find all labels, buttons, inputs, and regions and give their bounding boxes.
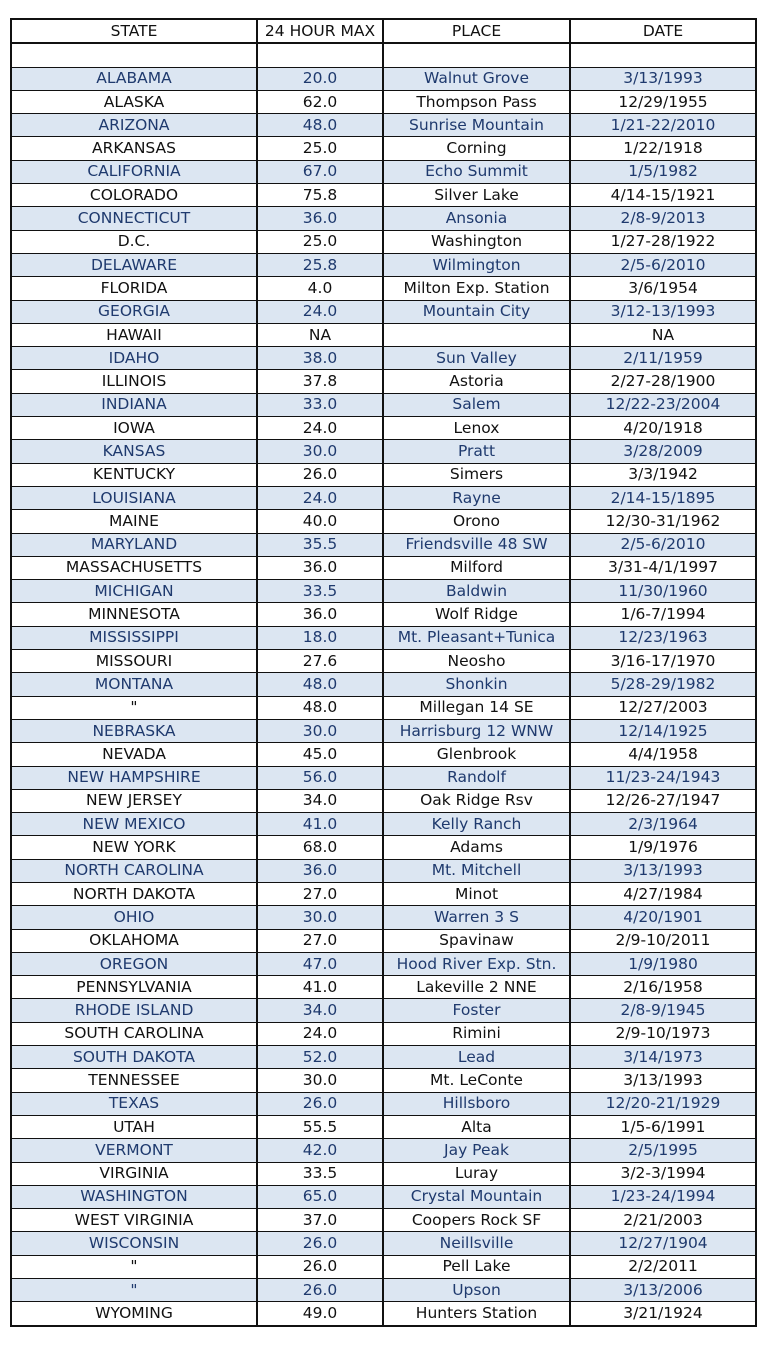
max-cell: 45.0	[257, 743, 383, 766]
max-cell: 55.5	[257, 1115, 383, 1138]
place-cell: Sunrise Mountain	[383, 114, 570, 137]
state-cell: COLORADO	[11, 184, 257, 207]
date-cell: 12/14/1925	[570, 719, 756, 742]
state-cell: OHIO	[11, 906, 257, 929]
place-cell: Rayne	[383, 486, 570, 509]
date-cell: 2/27-28/1900	[570, 370, 756, 393]
place-cell: Oak Ridge Rsv	[383, 789, 570, 812]
state-cell: UTAH	[11, 1115, 257, 1138]
table-row	[11, 463, 756, 486]
place-cell: Salem	[383, 393, 570, 416]
date-cell: 2/14-15/1895	[570, 486, 756, 509]
state-cell: WISCONSIN	[11, 1232, 257, 1255]
max-cell: 56.0	[257, 766, 383, 789]
place-cell	[383, 43, 570, 67]
date-cell: 12/22-23/2004	[570, 393, 756, 416]
max-cell: 25.8	[257, 253, 383, 276]
max-cell: 67.0	[257, 160, 383, 183]
date-cell: 1/22/1918	[570, 137, 756, 160]
table-row	[11, 1069, 756, 1092]
table-row	[11, 882, 756, 905]
date-cell: 3/28/2009	[570, 440, 756, 463]
max-cell: 38.0	[257, 347, 383, 370]
max-cell: 30.0	[257, 719, 383, 742]
place-cell: Hunters Station	[383, 1302, 570, 1326]
date-cell: 2/21/2003	[570, 1209, 756, 1232]
date-cell: 3/21/1924	[570, 1302, 756, 1326]
place-cell: Hillsboro	[383, 1092, 570, 1115]
table-row	[11, 67, 756, 90]
max-cell: 34.0	[257, 999, 383, 1022]
place-cell: Mountain City	[383, 300, 570, 323]
date-cell: 3/13/1993	[570, 67, 756, 90]
state-cell: IDAHO	[11, 347, 257, 370]
table-row	[11, 836, 756, 859]
header-row	[11, 19, 756, 43]
place-cell: Baldwin	[383, 580, 570, 603]
state-cell: SOUTH DAKOTA	[11, 1046, 257, 1069]
place-cell: Millegan 14 SE	[383, 696, 570, 719]
date-cell: 3/16-17/1970	[570, 650, 756, 673]
place-cell: Upson	[383, 1279, 570, 1302]
state-cell: MISSISSIPPI	[11, 626, 257, 649]
max-cell: 42.0	[257, 1139, 383, 1162]
state-cell: KANSAS	[11, 440, 257, 463]
max-cell: 36.0	[257, 207, 383, 230]
place-cell: Hood River Exp. Stn.	[383, 952, 570, 975]
state-cell: CALIFORNIA	[11, 160, 257, 183]
table-row	[11, 952, 756, 975]
place-cell: Wolf Ridge	[383, 603, 570, 626]
table-row	[11, 859, 756, 882]
date-cell: 3/14/1973	[570, 1046, 756, 1069]
place-cell: Mt. Mitchell	[383, 859, 570, 882]
table-row	[11, 556, 756, 579]
table-row	[11, 1162, 756, 1185]
state-cell: RHODE ISLAND	[11, 999, 257, 1022]
state-cell: TEXAS	[11, 1092, 257, 1115]
state-cell: INDIANA	[11, 393, 257, 416]
place-cell: Milton Exp. Station	[383, 277, 570, 300]
max-cell: 40.0	[257, 510, 383, 533]
max-cell: 24.0	[257, 300, 383, 323]
place-cell: Corning	[383, 137, 570, 160]
max-cell: 68.0	[257, 836, 383, 859]
table-row	[11, 696, 756, 719]
place-cell: Echo Summit	[383, 160, 570, 183]
max-cell: NA	[257, 323, 383, 346]
state-cell: OREGON	[11, 952, 257, 975]
place-cell: Adams	[383, 836, 570, 859]
table-row	[11, 1022, 756, 1045]
table-row	[11, 137, 756, 160]
date-cell: 2/3/1964	[570, 813, 756, 836]
table-row	[11, 766, 756, 789]
place-cell: Lakeville 2 NNE	[383, 976, 570, 999]
max-cell	[257, 43, 383, 67]
date-cell: 1/9/1976	[570, 836, 756, 859]
max-cell: 52.0	[257, 1046, 383, 1069]
state-cell: "	[11, 696, 257, 719]
state-cell: NEW YORK	[11, 836, 257, 859]
date-cell: 3/13/2006	[570, 1279, 756, 1302]
state-cell: HAWAII	[11, 323, 257, 346]
date-cell: 2/9-10/2011	[570, 929, 756, 952]
place-cell: Pratt	[383, 440, 570, 463]
table-row	[11, 813, 756, 836]
table-row	[11, 160, 756, 183]
table-row	[11, 230, 756, 253]
date-cell: 2/8-9/1945	[570, 999, 756, 1022]
place-cell: Mt. LeConte	[383, 1069, 570, 1092]
table-row	[11, 43, 756, 67]
place-cell: Luray	[383, 1162, 570, 1185]
date-cell: 1/9/1980	[570, 952, 756, 975]
state-cell: MICHIGAN	[11, 580, 257, 603]
state-cell: WYOMING	[11, 1302, 257, 1326]
place-cell: Friendsville 48 SW	[383, 533, 570, 556]
place-cell: Neillsville	[383, 1232, 570, 1255]
date-cell: NA	[570, 323, 756, 346]
state-cell: SOUTH CAROLINA	[11, 1022, 257, 1045]
table-row	[11, 1302, 756, 1326]
state-cell: MONTANA	[11, 673, 257, 696]
max-cell: 24.0	[257, 486, 383, 509]
place-cell: Alta	[383, 1115, 570, 1138]
table-header	[11, 19, 756, 43]
max-cell: 26.0	[257, 1255, 383, 1278]
table-row	[11, 486, 756, 509]
state-cell: VERMONT	[11, 1139, 257, 1162]
date-cell: 2/5/1995	[570, 1139, 756, 1162]
max-cell: 27.0	[257, 882, 383, 905]
state-cell: D.C.	[11, 230, 257, 253]
max-cell: 37.0	[257, 1209, 383, 1232]
date-cell: 2/5-6/2010	[570, 253, 756, 276]
max-cell: 27.6	[257, 650, 383, 673]
date-cell: 3/2-3/1994	[570, 1162, 756, 1185]
max-cell: 41.0	[257, 813, 383, 836]
max-cell: 24.0	[257, 1022, 383, 1045]
header-date: DATE	[570, 19, 756, 43]
date-cell: 1/21-22/2010	[570, 114, 756, 137]
table-row	[11, 347, 756, 370]
max-cell: 18.0	[257, 626, 383, 649]
place-cell: Mt. Pleasant+Tunica	[383, 626, 570, 649]
max-cell: 65.0	[257, 1185, 383, 1208]
place-cell: Lead	[383, 1046, 570, 1069]
state-cell: MAINE	[11, 510, 257, 533]
date-cell: 2/9-10/1973	[570, 1022, 756, 1045]
date-cell: 2/8-9/2013	[570, 207, 756, 230]
date-cell: 12/27/2003	[570, 696, 756, 719]
state-cell: WEST VIRGINIA	[11, 1209, 257, 1232]
date-cell: 3/12-13/1993	[570, 300, 756, 323]
max-cell: 41.0	[257, 976, 383, 999]
table-row	[11, 1209, 756, 1232]
state-cell: ALABAMA	[11, 67, 257, 90]
max-cell: 26.0	[257, 463, 383, 486]
state-cell: ARKANSAS	[11, 137, 257, 160]
table-row	[11, 440, 756, 463]
table-row	[11, 533, 756, 556]
place-cell: Pell Lake	[383, 1255, 570, 1278]
header-state: STATE	[11, 19, 257, 43]
table-row	[11, 277, 756, 300]
state-cell: NEBRASKA	[11, 719, 257, 742]
date-cell: 11/30/1960	[570, 580, 756, 603]
place-cell: Astoria	[383, 370, 570, 393]
place-cell: Kelly Ranch	[383, 813, 570, 836]
table-row	[11, 976, 756, 999]
table-body	[11, 43, 756, 1325]
max-cell: 36.0	[257, 859, 383, 882]
date-cell: 5/28-29/1982	[570, 673, 756, 696]
max-cell: 30.0	[257, 906, 383, 929]
table-row	[11, 789, 756, 812]
max-cell: 20.0	[257, 67, 383, 90]
max-cell: 33.0	[257, 393, 383, 416]
max-cell: 33.5	[257, 1162, 383, 1185]
max-cell: 33.5	[257, 580, 383, 603]
max-cell: 47.0	[257, 952, 383, 975]
date-cell: 1/5-6/1991	[570, 1115, 756, 1138]
date-cell: 3/3/1942	[570, 463, 756, 486]
max-cell: 49.0	[257, 1302, 383, 1326]
state-cell: NEVADA	[11, 743, 257, 766]
place-cell: Rimini	[383, 1022, 570, 1045]
date-cell: 2/11/1959	[570, 347, 756, 370]
table-row	[11, 207, 756, 230]
place-cell: Shonkin	[383, 673, 570, 696]
state-cell: NORTH CAROLINA	[11, 859, 257, 882]
max-cell: 48.0	[257, 696, 383, 719]
date-cell	[570, 43, 756, 67]
state-cell: "	[11, 1279, 257, 1302]
table-row	[11, 1092, 756, 1115]
table-row	[11, 370, 756, 393]
max-cell: 26.0	[257, 1279, 383, 1302]
max-cell: 4.0	[257, 277, 383, 300]
max-cell: 27.0	[257, 929, 383, 952]
max-cell: 26.0	[257, 1092, 383, 1115]
state-cell: TENNESSEE	[11, 1069, 257, 1092]
place-cell: Walnut Grove	[383, 67, 570, 90]
table-row	[11, 1232, 756, 1255]
max-cell: 30.0	[257, 440, 383, 463]
table-row	[11, 999, 756, 1022]
max-cell: 36.0	[257, 603, 383, 626]
place-cell: Silver Lake	[383, 184, 570, 207]
place-cell: Spavinaw	[383, 929, 570, 952]
date-cell: 1/27-28/1922	[570, 230, 756, 253]
state-cell: NORTH DAKOTA	[11, 882, 257, 905]
table-row	[11, 253, 756, 276]
date-cell: 12/23/1963	[570, 626, 756, 649]
state-cell: PENNSYLVANIA	[11, 976, 257, 999]
state-cell: NEW JERSEY	[11, 789, 257, 812]
state-cell: WASHINGTON	[11, 1185, 257, 1208]
place-cell: Glenbrook	[383, 743, 570, 766]
max-cell: 62.0	[257, 90, 383, 113]
place-cell	[383, 323, 570, 346]
snowfall-records-table	[10, 18, 757, 1327]
date-cell: 3/13/1993	[570, 859, 756, 882]
date-cell: 4/20/1901	[570, 906, 756, 929]
header-place: PLACE	[383, 19, 570, 43]
state-cell: "	[11, 1255, 257, 1278]
place-cell: Coopers Rock SF	[383, 1209, 570, 1232]
max-cell: 25.0	[257, 137, 383, 160]
date-cell: 1/6-7/1994	[570, 603, 756, 626]
date-cell: 4/20/1918	[570, 417, 756, 440]
state-cell	[11, 43, 257, 67]
table-row	[11, 626, 756, 649]
table-row	[11, 1139, 756, 1162]
table-row	[11, 300, 756, 323]
table-row	[11, 906, 756, 929]
place-cell: Crystal Mountain	[383, 1185, 570, 1208]
max-cell: 48.0	[257, 114, 383, 137]
state-cell: MASSACHUSETTS	[11, 556, 257, 579]
state-cell: ILLINOIS	[11, 370, 257, 393]
max-cell: 30.0	[257, 1069, 383, 1092]
date-cell: 1/23-24/1994	[570, 1185, 756, 1208]
place-cell: Ansonia	[383, 207, 570, 230]
state-cell: ARIZONA	[11, 114, 257, 137]
date-cell: 1/5/1982	[570, 160, 756, 183]
state-cell: MISSOURI	[11, 650, 257, 673]
table-row	[11, 114, 756, 137]
date-cell: 11/23-24/1943	[570, 766, 756, 789]
place-cell: Foster	[383, 999, 570, 1022]
date-cell: 2/5-6/2010	[570, 533, 756, 556]
table-row	[11, 1185, 756, 1208]
date-cell: 12/27/1904	[570, 1232, 756, 1255]
table-row	[11, 743, 756, 766]
date-cell: 4/14-15/1921	[570, 184, 756, 207]
date-cell: 3/13/1993	[570, 1069, 756, 1092]
date-cell: 12/26-27/1947	[570, 789, 756, 812]
place-cell: Simers	[383, 463, 570, 486]
max-cell: 48.0	[257, 673, 383, 696]
max-cell: 24.0	[257, 417, 383, 440]
table-row	[11, 1279, 756, 1302]
date-cell: 3/31-4/1/1997	[570, 556, 756, 579]
place-cell: Lenox	[383, 417, 570, 440]
place-cell: Jay Peak	[383, 1139, 570, 1162]
table-row	[11, 90, 756, 113]
table-row	[11, 929, 756, 952]
state-cell: VIRGINIA	[11, 1162, 257, 1185]
max-cell: 25.0	[257, 230, 383, 253]
place-cell: Warren 3 S	[383, 906, 570, 929]
state-cell: MINNESOTA	[11, 603, 257, 626]
max-cell: 37.8	[257, 370, 383, 393]
max-cell: 26.0	[257, 1232, 383, 1255]
date-cell: 2/16/1958	[570, 976, 756, 999]
place-cell: Harrisburg 12 WNW	[383, 719, 570, 742]
state-cell: OKLAHOMA	[11, 929, 257, 952]
state-cell: LOUISIANA	[11, 486, 257, 509]
table-row	[11, 510, 756, 533]
place-cell: Sun Valley	[383, 347, 570, 370]
max-cell: 36.0	[257, 556, 383, 579]
table-row	[11, 417, 756, 440]
state-cell: CONNECTICUT	[11, 207, 257, 230]
table-row	[11, 603, 756, 626]
state-cell: KENTUCKY	[11, 463, 257, 486]
date-cell: 4/27/1984	[570, 882, 756, 905]
place-cell: Neosho	[383, 650, 570, 673]
date-cell: 3/6/1954	[570, 277, 756, 300]
state-cell: GEORGIA	[11, 300, 257, 323]
header-24-hour-max: 24 HOUR MAX	[257, 19, 383, 43]
state-cell: NEW MEXICO	[11, 813, 257, 836]
place-cell: Orono	[383, 510, 570, 533]
place-cell: Randolf	[383, 766, 570, 789]
table-row	[11, 323, 756, 346]
date-cell: 4/4/1958	[570, 743, 756, 766]
table-row	[11, 1115, 756, 1138]
state-cell: IOWA	[11, 417, 257, 440]
max-cell: 75.8	[257, 184, 383, 207]
place-cell: Washington	[383, 230, 570, 253]
state-cell: NEW HAMPSHIRE	[11, 766, 257, 789]
place-cell: Minot	[383, 882, 570, 905]
state-cell: DELAWARE	[11, 253, 257, 276]
state-cell: FLORIDA	[11, 277, 257, 300]
date-cell: 12/29/1955	[570, 90, 756, 113]
table-row	[11, 650, 756, 673]
state-cell: ALASKA	[11, 90, 257, 113]
date-cell: 12/30-31/1962	[570, 510, 756, 533]
date-cell: 12/20-21/1929	[570, 1092, 756, 1115]
table-row	[11, 184, 756, 207]
table-row	[11, 1046, 756, 1069]
table-row	[11, 673, 756, 696]
state-cell: MARYLAND	[11, 533, 257, 556]
max-cell: 34.0	[257, 789, 383, 812]
place-cell: Thompson Pass	[383, 90, 570, 113]
max-cell: 35.5	[257, 533, 383, 556]
place-cell: Milford	[383, 556, 570, 579]
table-row	[11, 719, 756, 742]
place-cell: Wilmington	[383, 253, 570, 276]
table-row	[11, 580, 756, 603]
table-row	[11, 393, 756, 416]
date-cell: 2/2/2011	[570, 1255, 756, 1278]
table-row	[11, 1255, 756, 1278]
